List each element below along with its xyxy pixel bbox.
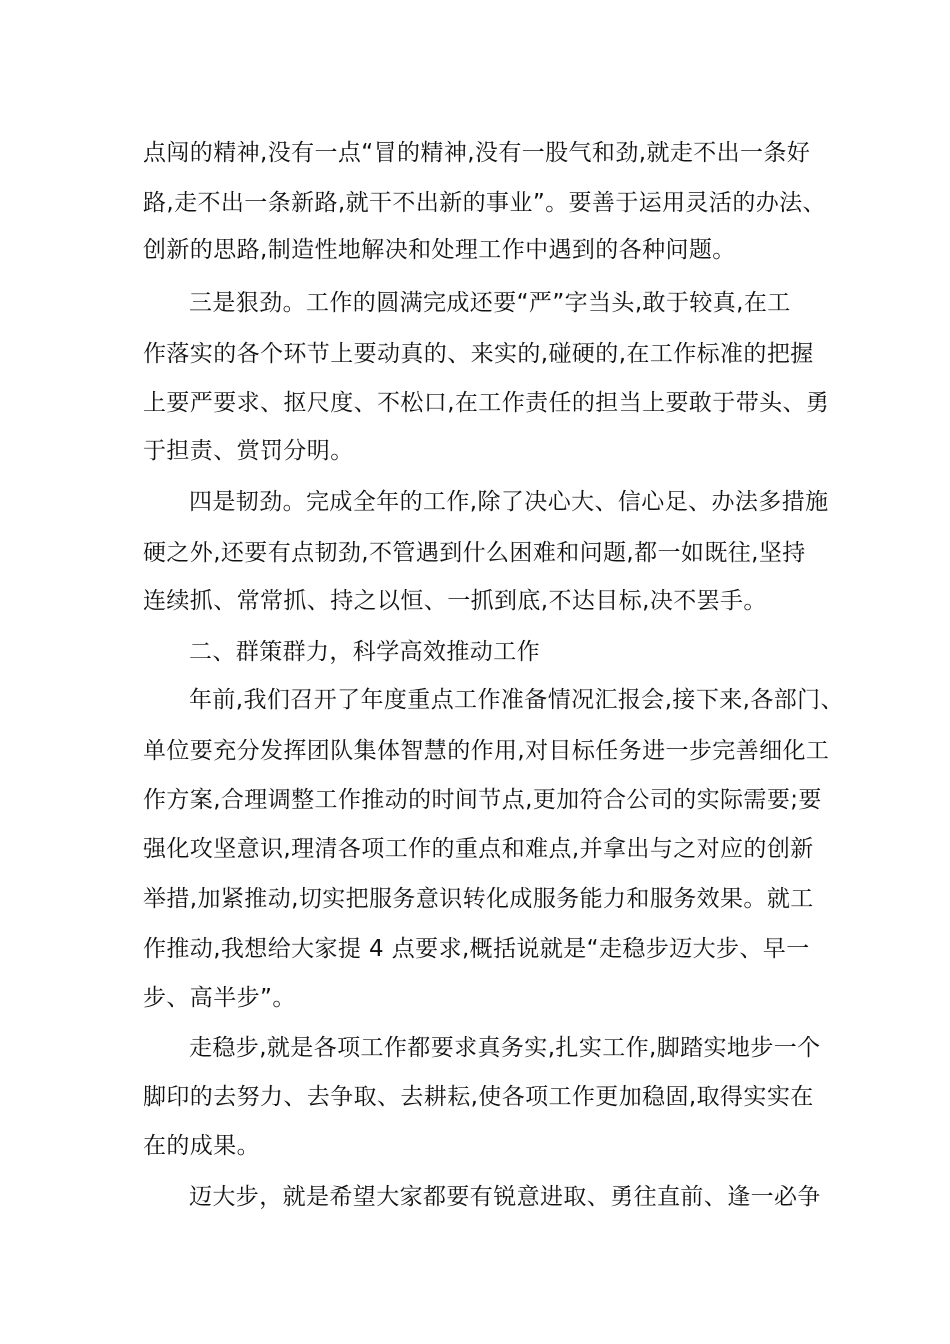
paragraph-line: 强化攻坚意识,理清各项工作的重点和难点,并拿出与之对应的创新 (143, 836, 814, 862)
paragraph-line: 硬之外,还要有点韧劲,不管遇到什么困难和问题,都一如既往,坚持 (143, 540, 806, 566)
paragraph-line: 上要严要求、抠尺度、不松口,在工作责任的担当上要敢于带头、勇 (143, 390, 830, 416)
paragraph-line: 作落实的各个环节上要动真的、来实的,碰硬的,在工作标准的把握 (143, 341, 814, 367)
section-heading: 二、群策群力，科学高效推动工作 (189, 639, 540, 665)
paragraph-line: 在的成果。 (143, 1133, 260, 1159)
paragraph-line: 三是狠劲。工作的圆满完成还要“严”字当头,敢于较真,在工 (189, 290, 791, 316)
paragraph-line: 年前,我们召开了年度重点工作准备情况汇报会,接下来,各部门、 (189, 687, 844, 713)
paragraph-line: 迈大步，就是希望大家都要有锐意进取、勇往直前、逢一必争 (189, 1184, 821, 1210)
paragraph-line: 作方案,合理调整工作推动的时间节点,更加符合公司的实际需要;要 (143, 787, 822, 813)
paragraph-line: 脚印的去努力、去争取、去耕耘,使各项工作更加稳固,取得实实在 (143, 1084, 814, 1110)
paragraph-line: 举措,加紧推动,切实把服务意识转化成服务能力和服务效果。就工 (143, 886, 814, 912)
paragraph-line: 步、高半步”。 (143, 985, 296, 1011)
paragraph-line: 于担责、赏罚分明。 (143, 438, 354, 464)
paragraph-line: 路,走不出一条新路,就干不出新的事业”。要善于运用灵活的办法、 (143, 190, 826, 216)
paragraph-line: 走稳步,就是各项工作都要求真务实,扎实工作,脚踏实地步一个 (189, 1035, 821, 1061)
paragraph-line: 点闯的精神,没有一点“冒的精神,没有一股气和劲,就走不出一条好 (143, 140, 811, 166)
paragraph-line: 连续抓、常常抓、持之以恒、一抓到底,不达目标,决不罢手。 (143, 588, 767, 614)
paragraph-line: 作推动,我想给大家提 4 点要求,概括说就是“走稳步迈大步、早一 (143, 936, 810, 962)
paragraph-line: 创新的思路,制造性地解决和处理工作中遇到的各种问题。 (143, 237, 736, 263)
paragraph-line: 四是韧劲。完成全年的工作,除了决心大、信心足、办法多措施 (189, 489, 829, 515)
paragraph-line: 单位要充分发挥团队集体智慧的作用,对目标任务进一步完善细化工 (143, 738, 830, 764)
